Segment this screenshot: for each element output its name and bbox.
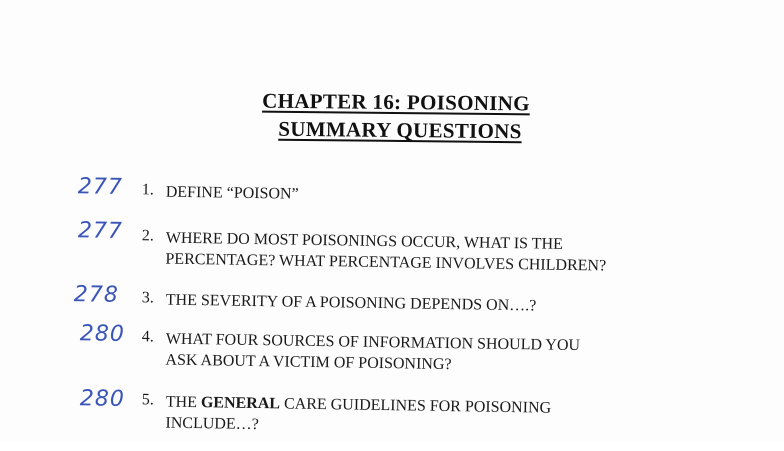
question-number: 5. <box>141 391 154 409</box>
question-text-line-1: WHERE DO MOST POISONINGS OCCUR, WHAT IS THE <box>165 229 563 253</box>
question-text-line-2: INCLUDE…? <box>165 414 259 434</box>
chapter-title: CHAPTER 16: POISONING <box>262 88 530 116</box>
question-text-prefix: THE <box>165 393 202 412</box>
handwritten-page-note: 280 <box>79 386 126 412</box>
handwritten-page-note: 277 <box>77 174 124 200</box>
question-number: 3. <box>141 289 154 307</box>
question-text-suffix: CARE GUIDELINES FOR POISONING <box>279 395 552 417</box>
question-text-line-1: THE SEVERITY OF A POISONING DEPENDS ON….? <box>165 291 537 315</box>
question-text-line-1: WHAT FOUR SOURCES OF INFORMATION SHOULD YOU <box>165 330 581 355</box>
question-text-line-2: PERCENTAGE? WHAT PERCENTAGE INVOLVES CHILDREN? <box>165 250 607 275</box>
question-text-line-1: DEFINE “POISON” <box>165 183 299 203</box>
question-text-line-2: ASK ABOUT A VICTIM OF POISONING? <box>165 351 452 374</box>
handwritten-page-note: 278 <box>73 282 120 308</box>
handwritten-page-note: 280 <box>79 321 126 347</box>
chapter-subtitle: SUMMARY QUESTIONS <box>278 116 522 144</box>
question-number: 4. <box>141 328 154 346</box>
question-number: 2. <box>141 227 154 245</box>
question-5 <box>0 386 784 451</box>
question-number: 1. <box>141 181 154 199</box>
question-text-emphasis: GENERAL <box>200 394 281 413</box>
handwritten-page-note: 277 <box>77 218 124 244</box>
